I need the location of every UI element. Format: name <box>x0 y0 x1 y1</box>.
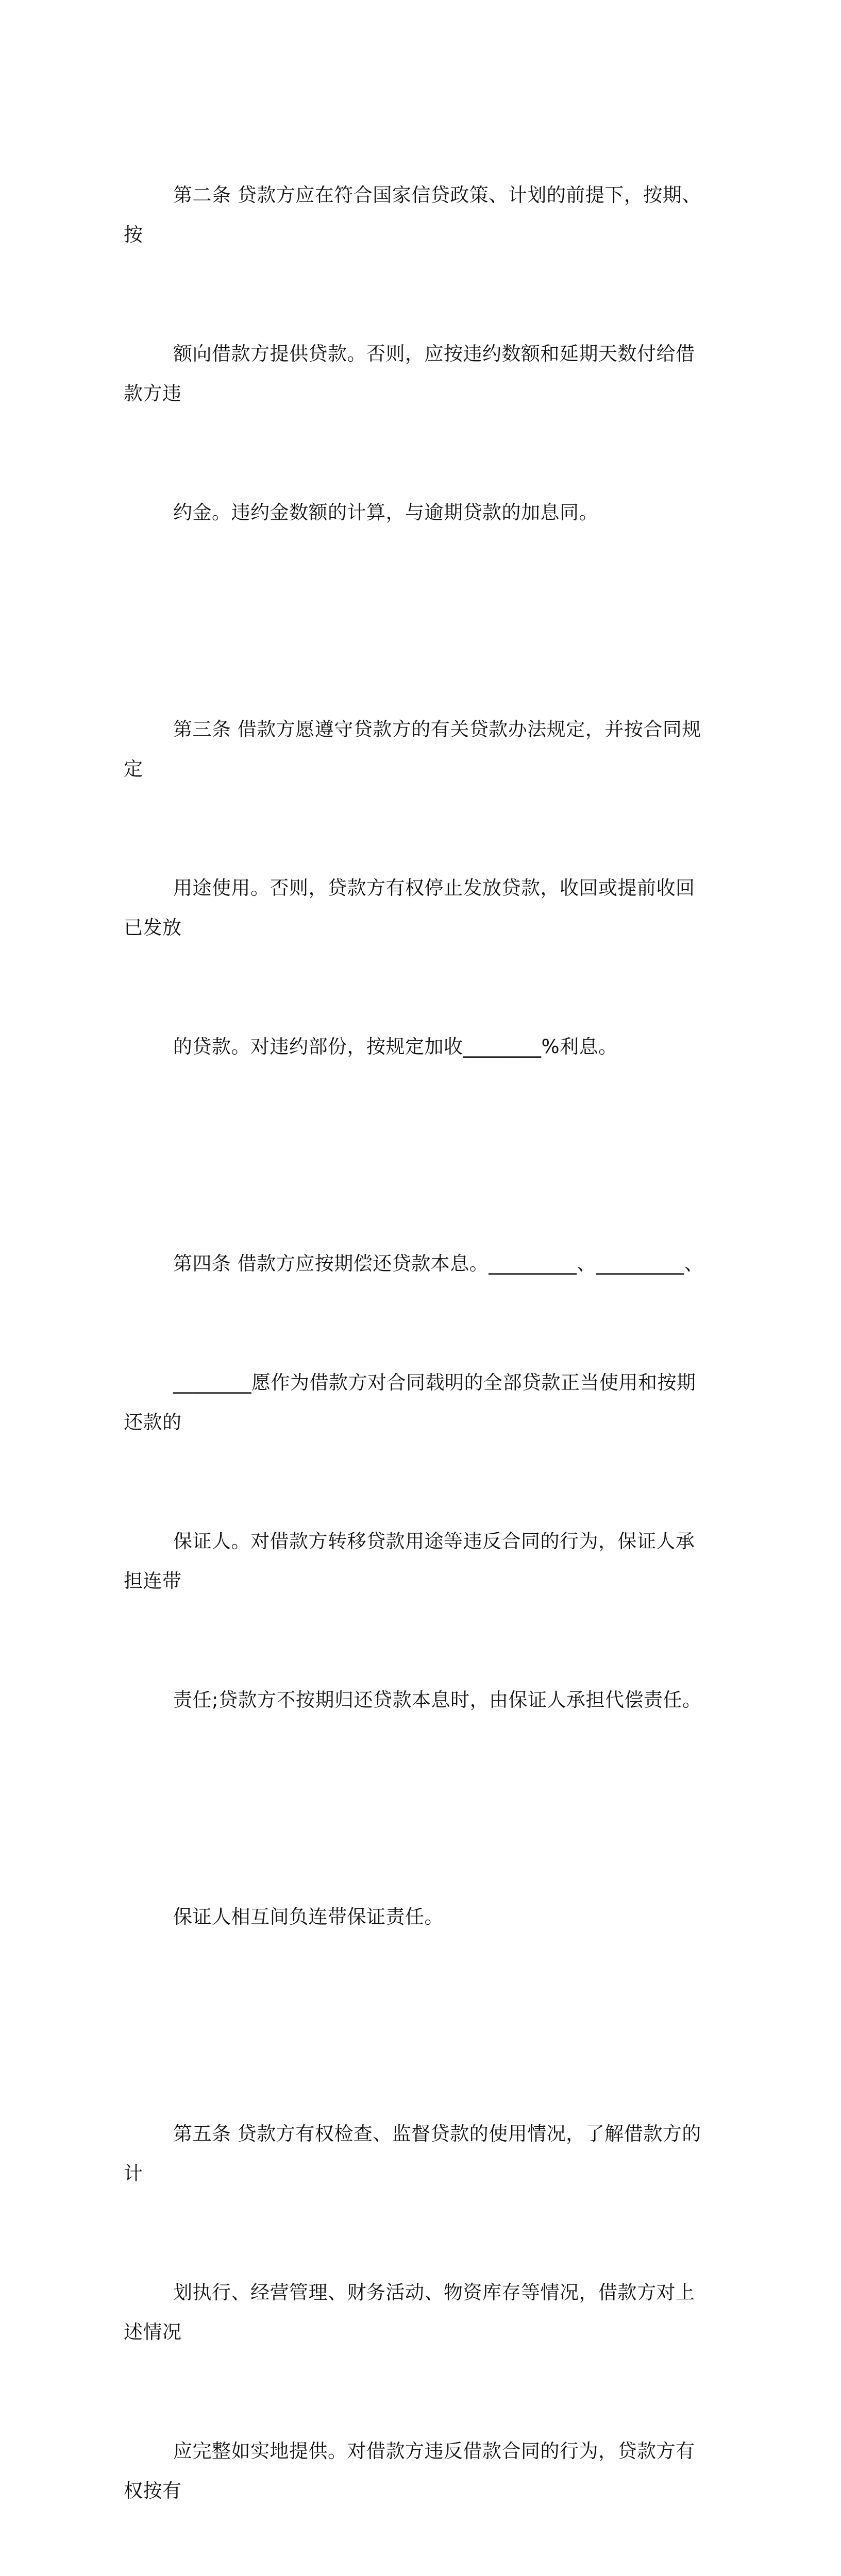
text-line: 第五条 贷款方有权检查、监督贷款的使用情况，了解借款方的计 <box>124 2123 701 2184</box>
paragraph-guarantor-liability <box>124 1818 711 2016</box>
text-line: 第三条 借款方愿遵守贷款方的有关贷款办法规定，并按合同规定 <box>124 718 701 780</box>
text-line: 第二条 贷款方应在符合国家信贷政策、计划的前提下，按期、按 <box>124 184 701 246</box>
text-line: 的贷款。对违约部份，按规定加收________%利息。 <box>173 1036 618 1058</box>
text-line: 用途使用。否则，贷款方有权停止发放贷款，收回或提前收回已发放 <box>124 877 695 939</box>
paragraph-article-4 <box>124 1164 711 1799</box>
text-line: 保证人。对借款方转移贷款用途等违反合同的行为，保证人承担连带 <box>124 1530 695 1592</box>
text-line: 应完整如实地提供。对借款方违反借款合同的行为，贷款方有权按有 <box>124 2440 695 2502</box>
text-line: 责任;贷款方不按期归还贷款本息时，由保证人承担代偿责任。 <box>173 1689 702 1711</box>
text-line: 约金。违约金数额的计算，与逾期贷款的加息同。 <box>173 501 598 523</box>
text-line: 额向借款方提供贷款。否则，应按违约数额和延期天数付给借款方违 <box>124 343 695 404</box>
document-body <box>124 96 711 2576</box>
text-line: 划执行、经营管理、财务活动、物资库存等情况，借款方对上述情况 <box>124 2281 695 2343</box>
text-line: 第四条 借款方应按期偿还贷款本息。_________、_________、 <box>173 1252 704 1275</box>
paragraph-article-5 <box>124 2035 711 2576</box>
text-line: 保证人相互间负连带保证责任。 <box>173 1906 444 1928</box>
paragraph-article-2 <box>124 96 711 612</box>
paragraph-article-3 <box>124 630 711 1146</box>
text-line: ________愿作为借款方对合同载明的全部贷款正当使用和按期还款的 <box>124 1371 696 1433</box>
